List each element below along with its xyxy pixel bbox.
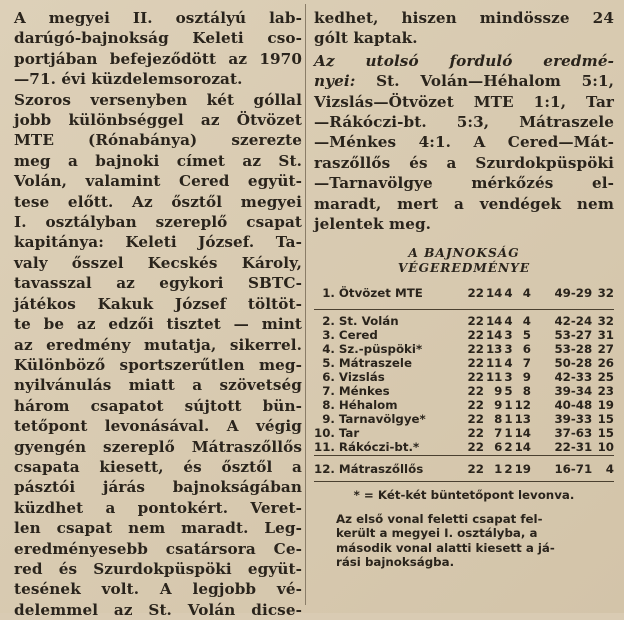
cell-l: 7 bbox=[522, 355, 531, 370]
article-right-column bbox=[314, 8, 614, 570]
cell-d: 4 bbox=[504, 313, 513, 328]
cell-w: 11 bbox=[485, 355, 503, 370]
text-line: kedhet, hiszen mindössze 24 bbox=[314, 9, 614, 27]
text-line: csapata kiesett, és ősztől a bbox=[14, 457, 302, 476]
cell-goals: 37-63 bbox=[554, 426, 593, 441]
table-row bbox=[314, 412, 614, 426]
text-line: —Ménkes 4:1. A Cered—Mát- bbox=[314, 133, 614, 152]
cell-team: Ötvözet MTE bbox=[338, 286, 423, 301]
footnote-line: rási bajnokságba. bbox=[336, 555, 455, 570]
last-round-label: Az utolsó forduló eredmé- bbox=[314, 51, 614, 70]
cell-w: 1 bbox=[484, 455, 502, 481]
cell-team: Ménkes bbox=[338, 384, 390, 399]
cell-pos: 1. bbox=[322, 286, 335, 301]
table-row bbox=[314, 328, 614, 342]
text-line: len csapat nem maradt. Leg- bbox=[14, 519, 302, 538]
cell-pos: 4. bbox=[322, 341, 335, 356]
cell-goals: 40-48 bbox=[554, 398, 593, 413]
cell-d: 3 bbox=[504, 327, 513, 342]
cell-pts: 10 bbox=[597, 440, 614, 455]
cell-goals: 22-31 bbox=[554, 440, 593, 455]
cell-w: 11 bbox=[485, 369, 503, 384]
cell-p: 22 bbox=[467, 398, 484, 413]
cell-team: Cered bbox=[338, 327, 378, 342]
cell-l: 4 bbox=[522, 286, 531, 301]
cell-pos: 10. bbox=[314, 426, 335, 441]
article-left-column bbox=[14, 8, 302, 620]
cell-goals: 39-34 bbox=[554, 384, 593, 399]
cell-team: Héhalom bbox=[338, 398, 398, 413]
table-row bbox=[314, 384, 614, 398]
cell-p: 22 bbox=[467, 286, 484, 301]
cell-pts: 32 bbox=[597, 313, 614, 328]
text-line: jelentek meg. bbox=[314, 215, 432, 234]
text-line: delemmel az St. Volán dicse- bbox=[14, 600, 302, 619]
cell-team: Mátraszele bbox=[338, 355, 412, 370]
cell-pts: 32 bbox=[597, 286, 614, 301]
text-line: Szoros versenyben két góllal bbox=[14, 90, 302, 109]
cell-w: 6 bbox=[494, 440, 503, 455]
cell-team: Tarnavölgye* bbox=[338, 412, 426, 427]
cell-p: 22 bbox=[467, 440, 484, 455]
cell-goals: 42-33 bbox=[554, 369, 593, 384]
cell-d: 1 bbox=[504, 398, 513, 413]
cell-pos: 9. bbox=[322, 412, 335, 427]
table-row bbox=[314, 370, 614, 384]
cell-team: St. Volán bbox=[338, 313, 399, 328]
cell-goals: 42-24 bbox=[554, 313, 593, 328]
cell-goals: 16-71 bbox=[531, 455, 592, 481]
table-row bbox=[314, 455, 614, 481]
column-divider bbox=[305, 4, 306, 605]
text-line: A megyei II. osztályú lab- bbox=[14, 9, 302, 27]
text-line: darúgó-bajnokság Keleti cso- bbox=[14, 29, 302, 48]
cell-l: 14 bbox=[514, 426, 531, 441]
cell-p: 22 bbox=[467, 412, 484, 427]
cell-l: 13 bbox=[514, 412, 531, 427]
table-row bbox=[314, 342, 614, 356]
text-line: három csapatot sújtott bün- bbox=[14, 396, 302, 415]
cell-team: Mátraszőllős bbox=[339, 455, 466, 481]
cell-w: 9 bbox=[494, 384, 503, 399]
footnote-line: második vonal alatti kiesett a já- bbox=[336, 540, 555, 555]
cell-p: 22 bbox=[467, 369, 484, 384]
cell-w: 14 bbox=[485, 327, 503, 342]
penalty-note: * = Két-két büntetőpont levonva. bbox=[353, 487, 575, 502]
table-row bbox=[314, 280, 614, 309]
cell-d: 3 bbox=[504, 341, 513, 356]
cell-pts: 31 bbox=[597, 327, 614, 342]
cell-goals: 39-33 bbox=[554, 412, 593, 427]
text-line: jobb különbséggel az Ötvözet bbox=[14, 111, 302, 130]
cell-l: 4 bbox=[522, 313, 531, 328]
text-line: te be az edzői tisztet — mint bbox=[14, 315, 302, 334]
cell-p: 22 bbox=[466, 455, 484, 481]
text-line: eredményesebb csatársora Ce- bbox=[14, 539, 302, 558]
cell-pos: 6. bbox=[322, 369, 335, 384]
last-round-label-cont: nyei: bbox=[314, 72, 356, 91]
text-line: portjában befejeződött az 1970 bbox=[14, 49, 302, 68]
cell-goals: 53-27 bbox=[554, 327, 593, 342]
cell-p: 22 bbox=[467, 341, 484, 356]
cell-pos: 7. bbox=[322, 384, 335, 399]
cell-pts: 15 bbox=[597, 426, 614, 441]
cell-l: 5 bbox=[522, 327, 531, 342]
text-line: tavasszal az egykori SBTC- bbox=[14, 274, 302, 293]
cell-l: 19 bbox=[513, 455, 531, 481]
cell-d: 4 bbox=[504, 286, 513, 301]
cell-pts: 26 bbox=[597, 355, 614, 370]
cell-pts: 19 bbox=[597, 398, 614, 413]
text-line: küzdhet a pontokért. Veret- bbox=[14, 498, 302, 517]
cell-w: 13 bbox=[485, 341, 503, 356]
cell-pts: 4 bbox=[592, 455, 614, 481]
text-line: I. osztályban szereplő csapat bbox=[14, 213, 302, 232]
cell-w: 7 bbox=[494, 426, 503, 441]
cell-d: 2 bbox=[504, 440, 513, 455]
cell-p: 22 bbox=[467, 426, 484, 441]
cell-team: Vizslás bbox=[338, 369, 385, 384]
text-line: gólt kaptak. bbox=[314, 29, 418, 48]
cell-d: 3 bbox=[504, 369, 513, 384]
text-line: MTE (Rónabánya) szerezte bbox=[14, 131, 302, 150]
cell-team: Tar bbox=[338, 426, 360, 441]
table-row bbox=[314, 356, 614, 370]
cell-p: 22 bbox=[467, 327, 484, 342]
text-line: tetőpont levonásával. A végig bbox=[14, 417, 302, 436]
cell-p: 22 bbox=[467, 384, 484, 399]
cell-pts: 23 bbox=[597, 384, 614, 399]
cell-w: 9 bbox=[494, 398, 503, 413]
text-line: Vizslás—Ötvözet MTE 1:1, Tar bbox=[314, 92, 614, 111]
cell-l: 9 bbox=[522, 369, 531, 384]
cell-l: 8 bbox=[522, 384, 531, 399]
cell-pos: 2. bbox=[322, 313, 335, 328]
cell-d: 1 bbox=[504, 426, 513, 441]
cell-pos: 5. bbox=[322, 355, 335, 370]
text-line: meg a bajnoki címet az St. bbox=[14, 151, 302, 170]
cell-pos: 11. bbox=[314, 440, 335, 455]
cell-d: 1 bbox=[504, 412, 513, 427]
cell-w: 14 bbox=[485, 286, 503, 301]
cell-l: 14 bbox=[514, 440, 531, 455]
standings-footnote bbox=[314, 512, 614, 570]
text-line: maradt, mert a vendégek nem bbox=[314, 194, 614, 213]
table-row bbox=[314, 398, 614, 412]
text-line: tesének volt. A legjobb vé- bbox=[14, 580, 302, 599]
text-line: játékos Kakuk József töltöt- bbox=[14, 294, 302, 313]
last-round-line: St. Volán—Héhalom 5:1, bbox=[355, 72, 614, 91]
cell-p: 22 bbox=[467, 313, 484, 328]
cell-l: 6 bbox=[522, 341, 531, 356]
cell-goals: 49-29 bbox=[554, 286, 593, 301]
relegation-line bbox=[314, 481, 614, 486]
text-line: —Rákóczi-bt. 5:3, Mátraszele bbox=[314, 113, 614, 132]
cell-pos: 3. bbox=[322, 327, 335, 342]
text-line: —71. évi küzdelemsorozat. bbox=[14, 70, 243, 89]
cell-d: 2 bbox=[502, 455, 512, 481]
cell-pos: 8. bbox=[322, 398, 335, 413]
standings-table bbox=[314, 280, 614, 485]
text-line: tese előtt. Az ősztől megyei bbox=[14, 192, 302, 211]
footnote-line: Az első vonal feletti csapat fel- bbox=[336, 511, 543, 526]
cell-w: 14 bbox=[485, 313, 503, 328]
table-row bbox=[314, 426, 614, 440]
text-line: gyengén szereplő Mátraszőllős bbox=[14, 437, 302, 456]
text-line: az eredmény mutatja, sikerrel. bbox=[14, 335, 302, 354]
cell-pts: 25 bbox=[597, 369, 614, 384]
text-line: Különböző sportszerűtlen meg- bbox=[14, 355, 302, 374]
text-line: —Tarnavölgye mérkőzés el- bbox=[314, 174, 614, 193]
cell-d: 5 bbox=[504, 384, 513, 399]
text-line: red és Szurdokpüspöki együt- bbox=[14, 559, 302, 578]
cell-p: 22 bbox=[467, 355, 484, 370]
text-line: Volán, valamint Cered együt- bbox=[14, 172, 302, 191]
last-round-results bbox=[314, 51, 614, 235]
table-row bbox=[314, 314, 614, 328]
text-line: raszőllős és a Szurdokpüspöki bbox=[314, 153, 614, 172]
table-row bbox=[314, 440, 614, 455]
cell-pts: 15 bbox=[597, 412, 614, 427]
cell-w: 8 bbox=[494, 412, 503, 427]
text-line: kapitánya: Keleti József. Ta- bbox=[14, 233, 302, 252]
text-line: valy ősszel Kecskés Károly, bbox=[14, 253, 302, 272]
footnote-line: került a megyei I. osztályba, a bbox=[336, 526, 538, 541]
text-line: nyilvánulás miatt a szövetség bbox=[14, 376, 302, 395]
cell-team: Sz.-püspöki* bbox=[338, 341, 423, 356]
cell-goals: 53-28 bbox=[554, 341, 593, 356]
standings-title: A BAJNOKSÁG VÉGEREDMÉNYE bbox=[397, 246, 531, 276]
cell-team: Rákóczi-bt.* bbox=[338, 440, 420, 455]
cell-goals: 50-28 bbox=[554, 355, 593, 370]
cell-d: 4 bbox=[504, 355, 513, 370]
cell-pos: 12. bbox=[314, 455, 339, 481]
text-line: pásztói járás bajnokságában bbox=[14, 478, 302, 497]
cell-l: 12 bbox=[514, 398, 531, 413]
cell-pts: 27 bbox=[597, 341, 614, 356]
